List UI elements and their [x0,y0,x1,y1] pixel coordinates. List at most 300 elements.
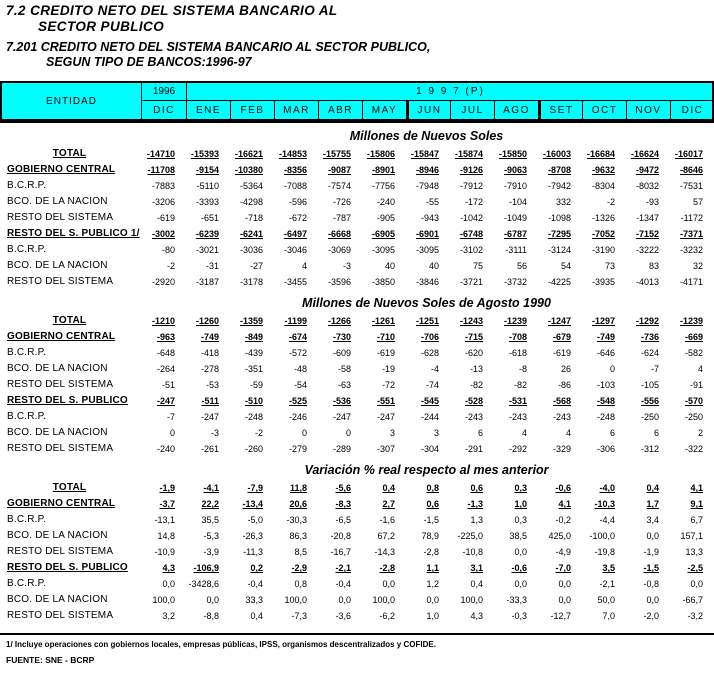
page-title-line2: SECTOR PUBLICO [38,19,165,34]
table-body [0,129,714,624]
value-cell: -93 [645,197,659,207]
value-cell: -528 [464,396,483,406]
value-cell: -72 [381,380,395,390]
value-cell: 3,1 [470,563,483,573]
value-cell: -3102 [459,245,483,255]
table-row [0,313,714,329]
value-cell: -3846 [415,277,439,287]
row-label: BCO. DE LA NACION [7,594,108,605]
table-row [0,409,714,425]
value-cell: 50,0 [597,595,615,605]
value-cell: -679 [552,332,571,342]
value-cell: -19 [381,364,395,374]
value-cell: 86,3 [289,531,307,541]
page-title [6,3,714,35]
row-label: B.C.R.P. [7,411,47,422]
value-cell: -6668 [327,229,351,239]
value-cell: -15393 [190,149,219,159]
value-cell: -7574 [327,181,351,191]
row-label: TOTAL [52,482,87,493]
value-cell: -3178 [239,277,263,287]
entity-column-header: ENTIDAD [46,95,97,107]
value-cell: 0,4 [250,611,263,621]
value-cell: -582 [684,348,703,358]
value-cell: 1,0 [426,611,439,621]
value-cell: -7,0 [555,563,571,573]
value-cell: -8901 [371,165,395,175]
value-cell: 0,3 [514,483,527,493]
value-cell: -3124 [547,245,571,255]
value-cell: -7948 [415,181,439,191]
value-cell: 157,1 [680,531,703,541]
table-row [0,528,714,544]
value-cell: -4,9 [555,547,571,557]
value-cell: 0,0 [382,579,395,589]
value-cell: -963 [156,332,175,342]
value-cell: 100,0 [460,595,483,605]
month-header-nov: NOV [626,101,670,119]
value-cell: -6787 [503,229,527,239]
value-cell: 4 [521,428,527,438]
value-cell: 1,3 [470,515,483,525]
value-cell: -14710 [146,149,175,159]
value-cell: -1260 [195,316,219,326]
value-cell: -247 [156,396,175,406]
value-cell: -3095 [415,245,439,255]
value-cell: 3 [433,428,439,438]
value-cell: 7,0 [602,611,615,621]
value-cell: 83 [648,261,659,271]
value-cell: -8708 [547,165,571,175]
value-cell: -7,3 [291,611,307,621]
value-cell: -82 [469,380,483,390]
value-cell: -10,8 [462,547,483,557]
value-cell: -1266 [327,316,351,326]
value-cell: 4 [301,261,307,271]
value-cell: -27 [249,261,263,271]
month-header-ago: AGO [494,101,538,119]
value-cell: -16,7 [330,547,351,557]
month-header-oct: OCT [582,101,626,119]
value-cell: -104 [508,197,527,207]
value-cell: -2920 [151,277,175,287]
row-label: B.C.R.P. [7,578,47,589]
value-cell: -7 [166,412,175,422]
section-title-2: Variación % real respecto al mes anterior [304,463,549,477]
table-row [0,345,714,361]
value-cell: -106,9 [193,563,219,573]
value-cell: -551 [376,396,395,406]
value-cell: 0 [169,428,175,438]
value-cell: 1,2 [426,579,439,589]
value-cell: 40 [384,261,395,271]
value-cell: -59 [249,380,263,390]
value-cell: -7883 [151,181,175,191]
value-cell: -304 [420,444,439,454]
value-cell: -248 [596,412,615,422]
value-cell: 3,5 [602,563,615,573]
value-cell: -672 [288,213,307,223]
value-cell: 1,7 [646,499,659,509]
value-cell: -1210 [151,316,175,326]
value-cell: 0,0 [646,531,659,541]
value-cell: 4 [565,428,571,438]
value-cell: -3021 [195,245,219,255]
value-cell: -16017 [674,149,703,159]
value-cell: -706 [420,332,439,342]
value-cell: -619 [552,348,571,358]
value-cell: -12,7 [550,611,571,621]
row-label: GOBIERNO CENTRAL [7,331,116,342]
value-cell: -243 [508,412,527,422]
value-cell: -1049 [503,213,527,223]
value-cell: -2,1 [335,563,351,573]
section-title-0: Millones de Nuevos Soles [349,129,504,143]
table-row [0,210,714,226]
value-cell: 0,6 [426,499,439,509]
row-label: RESTO DEL SISTEMA [7,443,114,454]
value-cell: 100,0 [152,595,175,605]
value-cell: 3,4 [646,515,659,525]
table-row [0,194,714,210]
value-cell: -646 [596,348,615,358]
value-cell: 4,3 [162,563,175,573]
value-cell: -1,9 [159,483,175,493]
table-row [0,274,714,290]
table-row [0,377,714,393]
table-row [0,441,714,457]
value-cell: -1239 [503,316,527,326]
row-label: RESTO DEL SISTEMA [7,610,114,621]
value-cell: -3,6 [335,611,351,621]
footnote: 1/ Incluye operaciones con gobiernos locales, empresas públicas, IPSS, organismos descentralizados y COFIDE. [6,640,436,649]
value-cell: -14853 [278,149,307,159]
value-cell: -736 [640,332,659,342]
value-cell: -8 [518,364,527,374]
value-cell: -620 [464,348,483,358]
value-cell: -6497 [283,229,307,239]
table-row [0,480,714,496]
value-cell: -7942 [547,181,571,191]
value-cell: -2,8 [379,563,395,573]
row-label: RESTO DEL SISTEMA [7,379,114,390]
value-cell: -1239 [679,316,703,326]
value-cell: -3935 [591,277,615,287]
value-cell: -172 [464,197,483,207]
value-cell: -2,1 [599,579,615,589]
value-cell: -30,3 [286,515,307,525]
value-cell: -289 [332,444,351,454]
value-cell: -710 [376,332,395,342]
value-cell: -9154 [195,165,219,175]
value-cell: -105 [640,380,659,390]
value-cell: -10,9 [154,547,175,557]
value-cell: -329 [552,444,571,454]
value-cell: -0,2 [555,515,571,525]
value-cell: 0,4 [470,579,483,589]
value-cell: 3,2 [162,611,175,621]
value-cell: 78,9 [421,531,439,541]
value-cell: -7756 [371,181,395,191]
row-label: TOTAL [52,148,87,159]
value-cell: 0,0 [558,595,571,605]
value-cell: -3206 [151,197,175,207]
value-cell: 0,3 [514,515,527,525]
section-title-1: Millones de Nuevos Soles de Agosto 1990 [302,296,551,310]
value-cell: -244 [420,412,439,422]
value-cell: -1247 [547,316,571,326]
table-row [0,592,714,608]
value-cell: -3111 [505,245,527,255]
value-cell: -225,0 [457,531,483,541]
value-cell: -240 [376,197,395,207]
value-cell: -1172 [680,213,703,223]
value-cell: 33,3 [245,595,263,605]
value-cell: -2 [166,261,175,271]
value-cell: -250 [684,412,703,422]
value-cell: -31 [205,261,219,271]
value-cell: 40 [428,261,439,271]
value-cell: 6 [653,428,659,438]
row-label: TOTAL [52,315,87,326]
value-cell: -749 [200,332,219,342]
value-cell: -8,8 [203,611,219,621]
value-cell: -6,5 [335,515,351,525]
value-cell: -7,9 [247,483,263,493]
row-label: BCO. DE LA NACION [7,196,108,207]
value-cell: -1,5 [643,563,659,573]
value-cell: -15847 [410,149,439,159]
footer-divider [0,633,714,635]
value-cell: -439 [244,348,263,358]
value-cell: -250 [640,412,659,422]
value-cell: -511 [201,396,219,406]
year-1997-header: 1 9 9 7 (P) [186,83,714,101]
value-cell: -58 [337,364,351,374]
value-cell: -0,6 [511,563,527,573]
value-cell: -247 [376,412,395,422]
value-cell: -749 [596,332,615,342]
value-cell: -7910 [503,181,527,191]
value-cell: -1359 [239,316,263,326]
value-cell: -8032 [635,181,659,191]
value-cell: -63 [337,380,351,390]
value-cell: 4,1 [690,483,703,493]
row-label: GOBIERNO CENTRAL [7,498,116,509]
value-cell: -556 [640,396,659,406]
month-header-may: MAY [362,101,406,119]
value-cell: -13 [469,364,483,374]
table-row [0,512,714,528]
value-cell: -1243 [459,316,483,326]
value-cell: -80 [161,245,175,255]
value-cell: -570 [684,396,703,406]
table-row [0,560,714,576]
value-cell: -2 [254,428,263,438]
value-cell: -2,9 [291,563,307,573]
value-cell: 1,0 [514,499,527,509]
value-cell: -628 [420,348,439,358]
value-cell: -15850 [498,149,527,159]
value-cell: -4,4 [599,515,615,525]
value-cell: -3069 [327,245,351,255]
value-cell: 0,0 [338,595,351,605]
value-cell: -905 [376,213,395,223]
value-cell: 4,3 [470,611,483,621]
value-cell: -3002 [151,229,175,239]
value-cell: 0,8 [294,579,307,589]
value-cell: -2,8 [423,547,439,557]
value-cell: 0,0 [514,547,527,557]
value-cell: -6748 [459,229,483,239]
value-cell: 67,2 [377,531,395,541]
value-cell: -246 [288,412,307,422]
value-cell: 54 [560,261,571,271]
table-row [0,329,714,345]
value-cell: -548 [596,396,615,406]
value-cell: 32 [692,261,703,271]
value-cell: -7 [650,364,659,374]
row-label: BCO. DE LA NACION [7,427,108,438]
value-cell: -849 [244,332,263,342]
value-cell: -5364 [239,181,263,191]
value-cell: -247 [200,412,219,422]
value-cell: -5,0 [247,515,263,525]
value-cell: -3,9 [203,547,219,557]
value-cell: -3721 [459,277,483,287]
value-cell: -3,7 [159,499,175,509]
value-cell: -3,2 [687,611,703,621]
value-cell: -624 [640,348,659,358]
table-row [0,496,714,512]
value-cell: 26 [560,364,571,374]
page-subtitle-line2: SEGUN TIPO DE BANCOS:1996-97 [46,55,252,69]
value-cell: 56 [516,261,527,271]
value-cell: -5110 [196,181,219,191]
value-cell: 0 [609,364,615,374]
value-cell: -7052 [591,229,615,239]
value-cell: -16621 [234,149,263,159]
value-cell: 0,8 [426,483,439,493]
value-cell: -2,0 [643,611,659,621]
value-cell: -9126 [459,165,483,175]
row-label: RESTO DEL SISTEMA [7,276,114,287]
value-cell: -19,8 [594,547,615,557]
value-cell: -247 [332,412,351,422]
value-cell: -8304 [591,181,615,191]
value-cell: -16624 [630,149,659,159]
value-cell: -3190 [591,245,615,255]
value-cell: -787 [332,213,351,223]
value-cell: -1261 [371,316,395,326]
value-cell: 0,0 [206,595,219,605]
value-cell: -292 [508,444,527,454]
value-cell: 13,3 [685,547,703,557]
value-cell: -651 [200,213,219,223]
value-cell: -4,1 [203,483,219,493]
value-cell: -0,4 [335,579,351,589]
value-cell: -7912 [459,181,483,191]
table-row [0,361,714,377]
value-cell: -7152 [635,229,659,239]
value-cell: -9632 [591,165,615,175]
row-label: BCO. DE LA NACION [7,260,108,271]
value-cell: -15874 [454,149,483,159]
value-cell: -718 [244,213,263,223]
value-cell: -33,3 [506,595,527,605]
value-cell: -510 [244,396,263,406]
value-cell: 100,0 [372,595,395,605]
value-cell: -1098 [547,213,571,223]
table-row [0,178,714,194]
value-cell: -16003 [542,149,571,159]
value-cell: -5,3 [203,531,219,541]
row-label: RESTO DEL SISTEMA [7,546,114,557]
value-cell: 22,2 [201,499,219,509]
month-header-abr: ABR [318,101,362,119]
value-cell: -2,5 [687,563,703,573]
value-cell: -13,1 [154,515,175,525]
value-cell: -3232 [679,245,703,255]
value-cell: -3428,6 [188,579,219,589]
value-cell: 425,0 [548,531,571,541]
value-cell: -0,6 [555,483,571,493]
row-label: B.C.R.P. [7,244,47,255]
value-cell: -536 [332,396,351,406]
value-cell: -619 [156,213,175,223]
table-row [0,242,714,258]
value-cell: -279 [288,444,307,454]
value-cell: -4298 [239,197,263,207]
value-cell: -525 [288,396,307,406]
value-cell: 11,8 [289,483,307,493]
value-cell: 6 [609,428,615,438]
table-row [0,226,714,242]
value-cell: -9087 [327,165,351,175]
page-title-line1: 7.2 CREDITO NETO DEL SISTEMA BANCARIO AL [6,3,338,18]
value-cell: -1,5 [423,515,439,525]
value-cell: -531 [508,396,527,406]
table-row [0,393,714,409]
page-subtitle-line1: 7.201 CREDITO NETO DEL SISTEMA BANCARIO AL SECTOR PUBLICO, [6,40,431,54]
value-cell: -15806 [366,149,395,159]
row-label: B.C.R.P. [7,180,47,191]
value-cell: 3 [389,428,395,438]
month-header-ene: ENE [186,101,230,119]
value-cell: -7371 [679,229,703,239]
value-cell: 2,7 [382,499,395,509]
value-cell: 0,0 [426,595,439,605]
value-cell: -6241 [239,229,263,239]
table-header [0,81,714,123]
table-row [0,146,714,162]
value-cell: -2 [606,197,615,207]
value-cell: -708 [508,332,527,342]
value-cell: -3455 [283,277,307,287]
row-label: RESTO DEL S. PUBLICO 1/ [7,228,140,239]
value-cell: -1292 [635,316,659,326]
table-row [0,544,714,560]
month-header-jun: JUN [406,101,450,119]
value-cell: -715 [464,332,483,342]
value-cell: -15755 [322,149,351,159]
value-cell: 0,0 [690,579,703,589]
value-cell: -278 [200,364,219,374]
value-cell: -6239 [195,229,219,239]
value-cell: -351 [244,364,263,374]
value-cell: -3732 [503,277,527,287]
year-1996-header: 1996 [141,83,186,101]
